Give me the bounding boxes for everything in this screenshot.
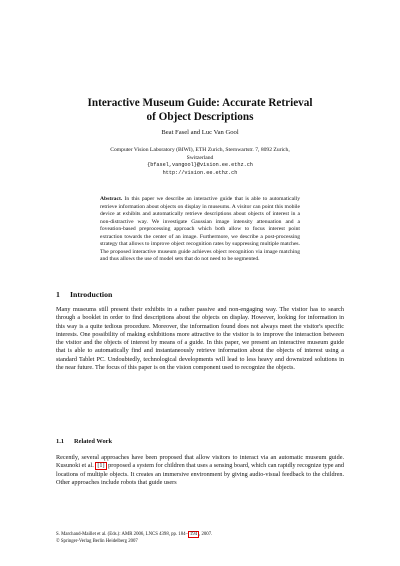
footer <box>56 531 212 545</box>
authors: Beat Fasel and Luc Van Gool <box>161 129 239 136</box>
website-link[interactable]: http://vision.ee.ethz.ch <box>162 169 238 176</box>
related-work-paragraph <box>56 454 344 487</box>
subsection-title: Related Work <box>74 438 113 445</box>
section-title: Introduction <box>70 290 113 299</box>
related-text-before: Recently, several approaches have been proposed that allow visitors to interact via an automatic museum guide. Kusunoki et al. <box>56 454 344 470</box>
introduction-paragraph: Many museums still present their exhibits in a rather passive and non-engaging way. The visitor has to search through a booklet in order to find descriptions about the objects on display. However, looking for information in this way is a quite tedious procedure. Moreover, the information found does not always meet the visitor's specific interests. One possibility of making exhibitions more attractive to the visitor is to improve the interaction between the visitor and the objects of interest by means of a guide. In this paper, we present an interactive museum guide that is able to automatically find and instantaneously retrieve information about the objects of interest using a standard Tablet PC. Undoubtedly, technological developments will lead to less heavy and downsized solutions in the near future. The focus of this paper is on the vision component used to recognize the objects. <box>56 306 344 371</box>
related-text-after: proposed a system for children that uses a sensing board, which can rapidly recognize type and locations of multiple objects. It creates an immersive environment by giving audio-visual feedback to the children. Other approaches include robots that guide users <box>56 462 344 486</box>
affiliation-line-1: Computer Vision Laboratory (BIWI), ETH Zurich, Sternwartstr. 7, 8092 Zurich, <box>110 147 290 153</box>
affiliation-line-2: Switzerland <box>186 154 214 161</box>
section-heading-introduction <box>56 290 112 299</box>
affiliation-block <box>78 147 322 177</box>
abstract <box>100 196 300 264</box>
footer-line-1 <box>56 531 212 539</box>
footer-citation-after: , 2007. <box>199 532 213 537</box>
footer-line-2: © Springer-Verlag Berlin Heidelberg 2007 <box>56 538 138 544</box>
citation-link[interactable]: [1] <box>97 462 105 470</box>
abstract-text: In this paper we describe an interactive guide that is able to automatically retrieve information about objects on display in museums. A visitor can point this mobile device at exhibits and automatically retrieve descriptions about objects of interest in a non-distractive way. We investigate Gaussian image intensity attenuation and a foveation-based preprocessing approach which both allow to focus interest point extraction towards the center of an image. Furthermore, we describe a post-processing strategy that allows to improve object recognition rates by suppressing multiple matches. The proposed interactive museum guide achieves object recognition via image matching and thus allows the use of model sets that do not need to be segmented. <box>100 196 300 263</box>
subsection-number: 1.1 <box>56 438 64 445</box>
paper-title <box>60 96 340 124</box>
section-number: 1 <box>56 290 60 299</box>
footer-page-link[interactable]: 194 <box>189 532 198 537</box>
abstract-label: Abstract. <box>100 196 123 202</box>
title-line-1: Interactive Museum Guide: Accurate Retrieval <box>87 97 313 109</box>
email-addresses: {bfasel,vangool}@vision.ee.ethz.ch <box>147 162 253 169</box>
subsection-heading-related-work <box>56 438 112 445</box>
footer-citation-before: S. Marchand-Maillet et al. (Eds.): AMR 2006, LNCS 4398, pp. 184– <box>56 532 188 537</box>
title-line-2: of Object Descriptions <box>146 111 254 123</box>
